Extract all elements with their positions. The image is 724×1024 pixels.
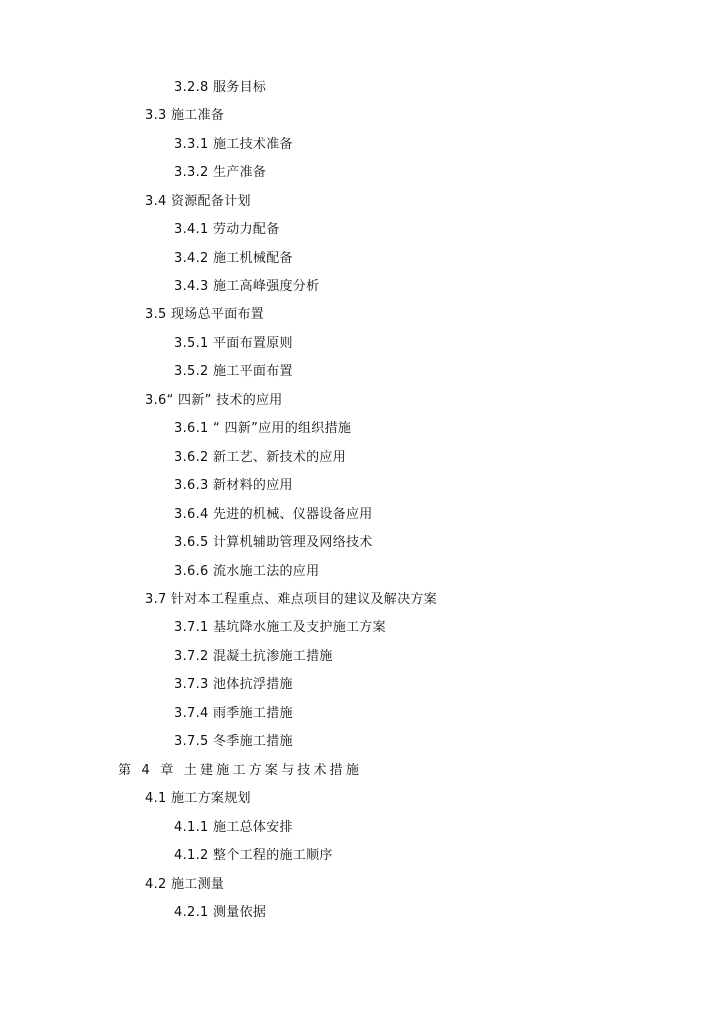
toc-entry-3-5: 3.5 现场总平面布置 [145, 307, 265, 322]
toc-entry-3-6-3: 3.6.3 新材料的应用 [174, 478, 293, 493]
toc-entry-3-5-2: 3.5.2 施工平面布置 [174, 364, 293, 379]
toc-entry-4-2-1: 4.2.1 测量依据 [174, 905, 267, 920]
toc-entry-3-7-2: 3.7.2 混凝土抗渗施工措施 [174, 649, 333, 664]
toc-entry-4-1-2: 4.1.2 整个工程的施工顺序 [174, 848, 333, 863]
toc-entry-3-5-1: 3.5.1 平面布置原则 [174, 336, 293, 351]
toc-entry-3-3-1: 3.3.1 施工技术准备 [174, 137, 293, 152]
toc-entry-3-7-1: 3.7.1 基坑降水施工及支护施工方案 [174, 620, 386, 635]
toc-entry-3-6-6: 3.6.6 流水施工法的应用 [174, 564, 320, 579]
toc-entry-4-1-1: 4.1.1 施工总体安排 [174, 820, 293, 835]
toc-entry-3-4-1: 3.4.1 劳动力配备 [174, 222, 280, 237]
toc-entry-3-2-8: 3.2.8 服务目标 [174, 80, 267, 95]
toc-chapter-4: 第 4 章 土建施工方案与技术措施 [118, 763, 363, 778]
toc-entry-3-7-3: 3.7.3 池体抗浮措施 [174, 677, 293, 692]
toc-entry-3-4: 3.4 资源配备计划 [145, 194, 251, 209]
toc-entry-3-7-4: 3.7.4 雨季施工措施 [174, 706, 293, 721]
toc-entry-3-4-2: 3.4.2 施工机械配备 [174, 251, 293, 266]
toc-entry-4-2: 4.2 施工测量 [145, 877, 225, 892]
toc-entry-3-6: 3.6“ 四新” 技术的应用 [145, 393, 283, 408]
toc-entry-4-1: 4.1 施工方案规划 [145, 791, 251, 806]
toc-entry-3-7: 3.7 针对本工程重点、难点项目的建议及解决方案 [145, 592, 438, 607]
toc-entry-3-7-5: 3.7.5 冬季施工措施 [174, 734, 293, 749]
toc-entry-3-6-1: 3.6.1 “ 四新”应用的组织措施 [174, 421, 352, 436]
toc-entry-3-6-5: 3.6.5 计算机辅助管理及网络技术 [174, 535, 373, 550]
toc-entry-3-6-4: 3.6.4 先进的机械、仪器设备应用 [174, 507, 373, 522]
toc-entry-3-6-2: 3.6.2 新工艺、新技术的应用 [174, 450, 347, 465]
toc-entry-3-4-3: 3.4.3 施工高峰强度分析 [174, 279, 320, 294]
toc-entry-3-3-2: 3.3.2 生产准备 [174, 165, 267, 180]
toc-entry-3-3: 3.3 施工准备 [145, 108, 225, 123]
